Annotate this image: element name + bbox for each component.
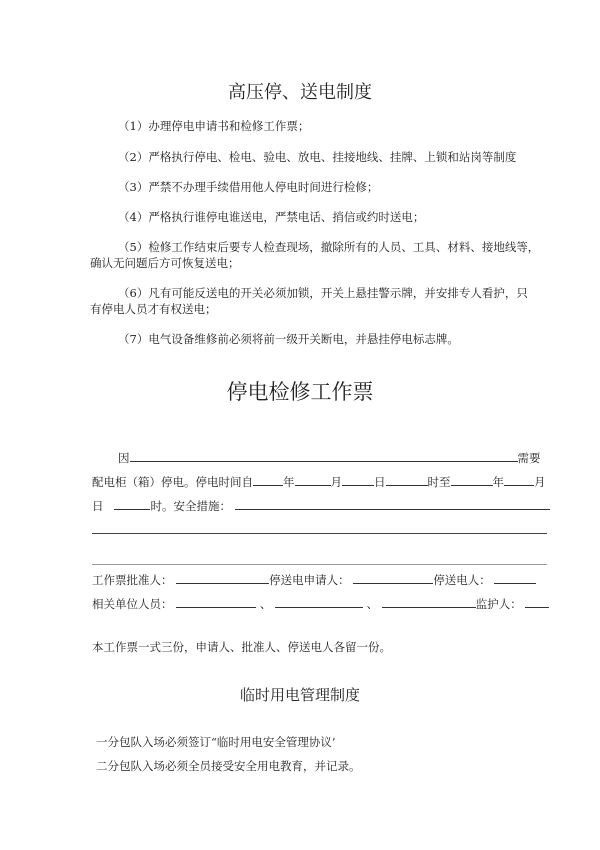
form-row-reason: 因 需要 (118, 451, 541, 465)
reason-field[interactable] (130, 450, 518, 462)
rule-item: （2）严格执行停电、检电、验电、放电、挂接地线、挂牌、上锁和站岗等制度 (118, 150, 517, 164)
rule-item: （5）检修工作结束后要专人检查现场，撤除所有的人员、工具、材料、接地线等， (118, 240, 540, 254)
start-month-field[interactable] (295, 474, 331, 486)
end-month-field[interactable] (504, 474, 534, 486)
rule-item-cont: 确认无问题后方可恢复送电； (90, 256, 240, 270)
rule-item: 二分包队入场必须全员接受安全用电教育，并记录。 (96, 759, 361, 773)
approver-field[interactable] (176, 572, 269, 584)
related-person-field-2[interactable] (275, 596, 363, 608)
rule-item: 一分包队入场必须签订“临时用电安全管理协议’ (96, 735, 336, 749)
form-row-related: 相关单位人员： 、 、 监护人： (92, 596, 549, 611)
end-day-hour-field[interactable] (114, 498, 150, 510)
form-row-signatures: 工作票批准人： 停送电申请人： 停送电人： (92, 572, 536, 587)
start-year-field[interactable] (253, 474, 283, 486)
section-title-temp-power: 临时用电管理制度 (239, 686, 360, 704)
rule-item: （1）办理停电申请书和检修工作票； (118, 119, 310, 133)
guardian-field[interactable] (525, 596, 549, 608)
rule-item: （6）凡有可能反送电的开关必须加锁，开关上悬挂警示牌，并安排专人看护，只 (118, 286, 528, 300)
section-title-work-ticket: 停电检修工作票 (226, 380, 374, 404)
rule-item: （7）电气设备维修前必须将前一级开关断电，并悬挂停电标志牌。 (118, 332, 459, 346)
form-row-time: 配电柜（箱）停电。停电时间自 年 月 日 时至 年 月 (92, 475, 546, 489)
safety-measures-line[interactable] (92, 533, 547, 534)
rule-item: （4）严格执行谁停电谁送电，严禁电话、捎信或约时送电； (118, 210, 425, 224)
related-person-field-1[interactable] (176, 596, 256, 608)
ticket-note: 本工作票一式三份，申请人、批准人、停送电人各留一份。 (92, 640, 391, 654)
related-person-field-3[interactable] (382, 596, 476, 608)
operator-field[interactable] (494, 572, 536, 584)
rule-item: （3）严禁不办理手续借用他人停电时间进行检修； (118, 180, 379, 194)
applicant-field[interactable] (353, 572, 433, 584)
rule-item-cont: 有停电人员才有权送电； (90, 302, 217, 316)
end-year-field[interactable] (451, 474, 493, 486)
safety-measures-line[interactable] (92, 564, 547, 565)
form-row-safety: 日 时。安全措施： (92, 498, 550, 513)
safety-measures-field[interactable] (235, 498, 550, 510)
start-day-field[interactable] (342, 474, 374, 486)
section-title-power-outage: 高压停、送电制度 (228, 82, 372, 103)
start-hour-field[interactable] (386, 474, 428, 486)
